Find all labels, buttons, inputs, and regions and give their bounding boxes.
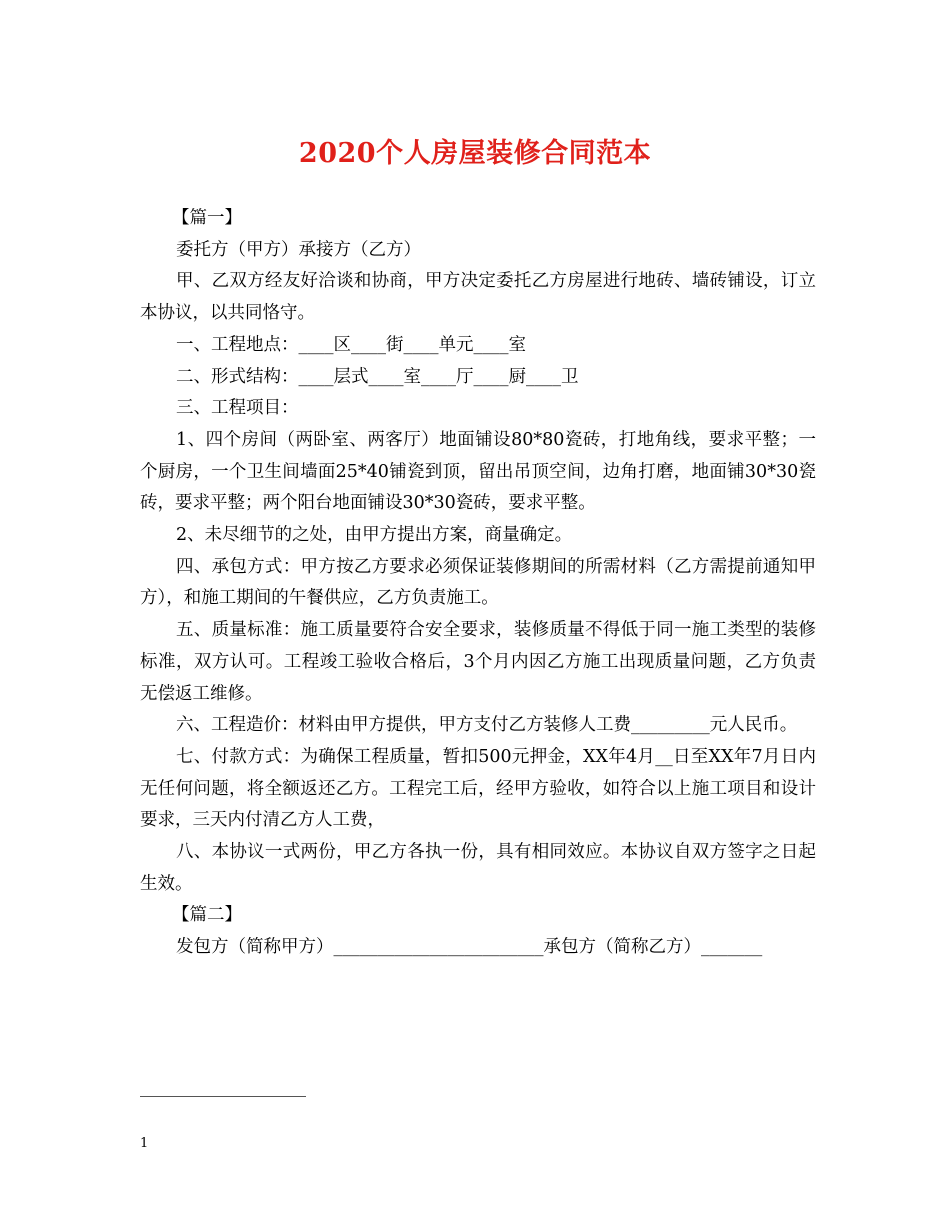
paragraph-payment-method: 七、付款方式：为确保工程质量，暂扣500元押金，XX年4月__日至XX年7月日内无任何问题，将全额返还乙方。工程完工后，经甲方验收，如符合以上施工项目和设计要求，三天内付清乙方人工费， — [140, 746, 816, 831]
paragraph-structure: 二、形式结构：____层式____室____厅____厨____卫 — [176, 366, 579, 387]
paragraph-project-cost: 六、工程造价：材料由甲方提供，甲方支付乙方装修人工费_________元人民币。 — [176, 715, 798, 736]
paragraph-contract-parties: 发包方（简称甲方）________________________承包方（简称乙方）_______ — [176, 937, 763, 958]
paragraph-project-items-heading: 三、工程项目： — [176, 398, 299, 419]
document-body — [140, 203, 816, 964]
section-heading-part-1: 【篇一】 — [172, 208, 242, 228]
paragraph-project-item-2: 2、未尽细节的之处，由甲方提出方案，商量确定。 — [176, 525, 573, 546]
paragraph-agreement-copies: 八、本协议一式两份，甲乙方各执一份，具有相同效应。本协议自双方签字之日起生效。 — [140, 842, 816, 894]
footer-divider — [140, 1096, 306, 1097]
paragraph-parties: 委托方（甲方）承接方（乙方） — [176, 239, 421, 260]
section-heading-part-2: 【篇二】 — [172, 905, 242, 926]
document-title: 2020个人房屋装修合同范本 — [298, 138, 652, 169]
paragraph-project-location: 一、工程地点：____区____街____单元____室 — [176, 334, 526, 355]
paragraph-quality-standard: 五、质量标准：施工质量要符合安全要求，装修质量不得低于同一施工类型的装修标准，双方认可。工程竣工验收合格后，3个月内因乙方施工出现质量问题，乙方负责无偿返工维修。 — [140, 620, 816, 704]
page-number: 1 — [140, 1136, 149, 1151]
paragraph-agreement-intro: 甲、乙双方经友好洽谈和协商，甲方决定委托乙方房屋进行地砖、墙砖铺设，订立本协议，以共同恪守。 — [140, 271, 816, 324]
paragraph-project-item-1: 1、四个房间（两卧室、两客厅）地面铺设80*80瓷砖，打地角线，要求平整；一个厨房，一个卫生间墙面25*40铺瓷到顶，留出吊顶空间，边角打磨，地面铺30*30瓷砖，要求平整；两个阳台地面铺设30*30瓷砖，要求平整。 — [140, 429, 816, 514]
paragraph-contracting-method: 四、承包方式：甲方按乙方要求必须保证装修期间的所需材料（乙方需提前通知甲方），和施工期间的午餐供应，乙方负责施工。 — [140, 556, 816, 609]
